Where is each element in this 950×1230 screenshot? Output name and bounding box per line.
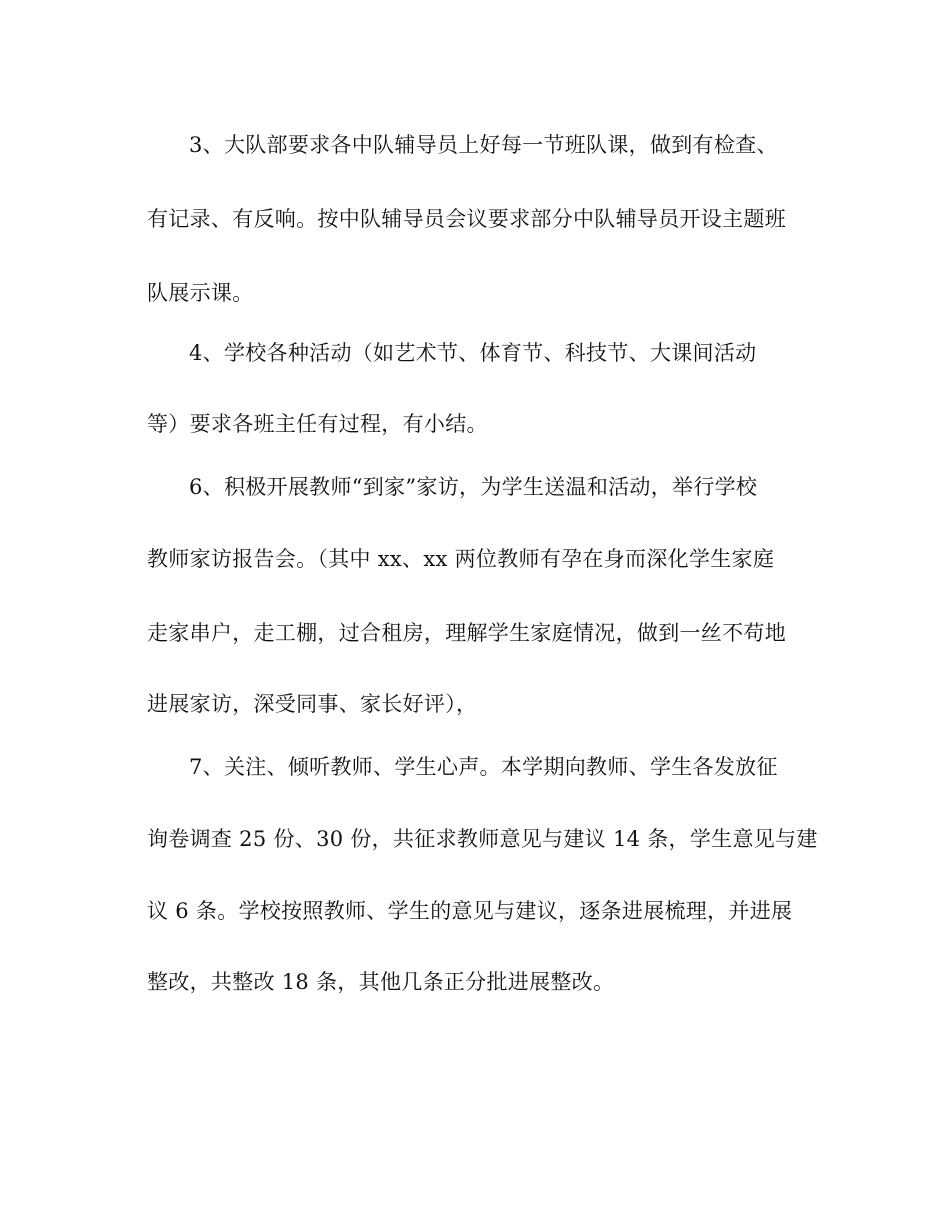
paragraph-3-line-1: 3、大队部要求各中队辅导员上好每一节班队课，做到有检查、 xyxy=(189,133,778,157)
paragraph-6-line-3: 走家串户，走工棚，过合租房，理解学生家庭情况，做到一丝不苟地 xyxy=(147,621,786,645)
paragraph-4-line-2: 等）要求各班主任有过程，有小结。 xyxy=(147,412,488,436)
paragraph-7-line-4: 整改，共整改 18 条，其他几条正分批进展整改。 xyxy=(147,970,615,994)
paragraph-6-line-2: 教师家访报告会。（其中 xx、xx 两位教师有孕在身而深化学生家庭 xyxy=(147,547,775,571)
paragraph-6-line-1: 6、积极开展教师“到家”家访，为学生送温和活动，举行学校 xyxy=(189,475,758,499)
paragraph-6-line-4: 进展家访，深受同事、家长好评）， xyxy=(147,692,478,716)
paragraph-4-line-1: 4、学校各种活动（如艺术节、体育节、科技节、大课间活动 xyxy=(189,341,757,365)
paragraph-7-line-2: 询卷调查 25 份、30 份，共征求教师意见与建议 14 条，学生意见与建 xyxy=(147,827,818,851)
paragraph-3-line-2: 有记录、有反响。按中队辅导员会议要求部分中队辅导员开设主题班 xyxy=(147,207,786,231)
paragraph-3-line-3: 队展示课。 xyxy=(147,281,254,305)
paragraph-7-line-3: 议 6 条。学校按照教师、学生的意见与建议，逐条进展梳理，并进展 xyxy=(147,899,793,923)
paragraph-7-line-1: 7、关注、倾听教师、学生心声。本学期向教师、学生各发放征 xyxy=(189,755,778,779)
